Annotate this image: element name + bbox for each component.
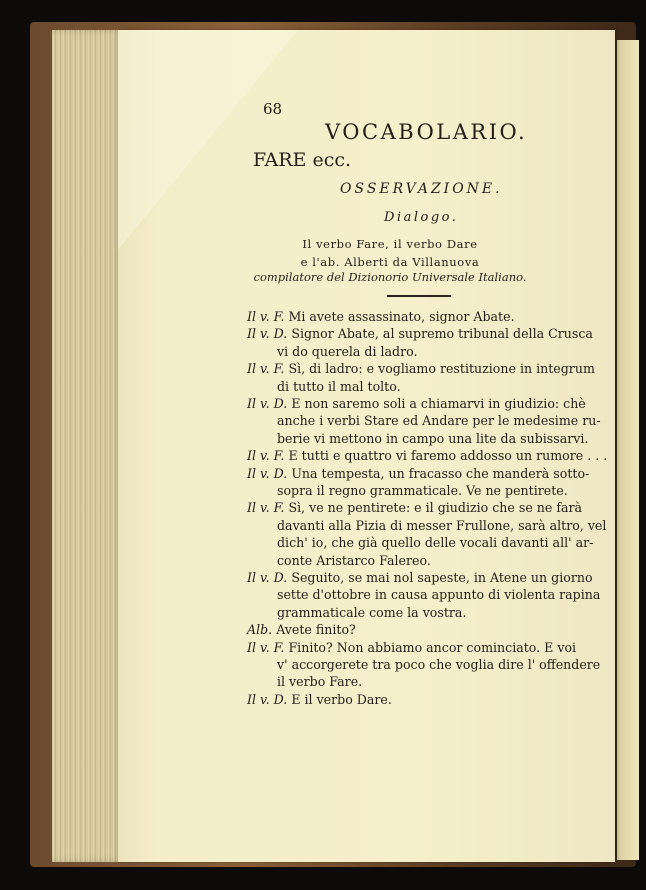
speaker-label: Il v. F.: [247, 309, 285, 324]
speaker-label: Il v. F.: [247, 500, 285, 516]
dialogue-line: [247, 640, 589, 655]
dialogue-text-span: E tutti e quattro vi faremo addosso un rumore . . .: [288, 448, 608, 464]
dialogue-line: [277, 379, 589, 394]
speaker-label: Il v. D.: [247, 570, 288, 585]
speaker-label: Alb.: [247, 622, 273, 638]
dialogue-line: [277, 657, 601, 672]
dialogue-text-span: E non saremo soli a chiamarvi in giudizio: chè: [291, 396, 586, 411]
dialogue-line: [247, 570, 593, 585]
speaker-label: Il v. D.: [247, 465, 288, 481]
dialogue-line: [247, 396, 589, 411]
dialogue-line: [247, 466, 589, 481]
dialogue-text-span: davanti alla Pizia di messer Frullone, sarà altro, vel: [277, 517, 607, 533]
dialogue-line: [247, 309, 589, 324]
dialogue-text-span: sette d'ottobre in causa appunto di violenta rapina: [277, 587, 601, 603]
dialogue-text-span: E il verbo Dare.: [291, 691, 392, 707]
dialogue-text-span: v' accorgerete tra poco che voglia dire l' offendere: [277, 657, 601, 672]
dialogue-text-span: dich' io, che già quello delle vocali davanti all' ar-: [277, 535, 594, 551]
page-edges: [52, 30, 124, 862]
speaker-label: Il v. F.: [247, 448, 285, 464]
dialogue-line: [277, 413, 601, 429]
section-title: OSSERVAZIONE.: [340, 181, 503, 197]
dialogue-line: [277, 483, 589, 498]
dialogue-text-span: di tutto il mal tolto.: [277, 378, 401, 394]
dialogue-line: [247, 361, 595, 377]
page-fold-mark: [118, 30, 298, 250]
dialogue-line: [277, 605, 589, 620]
dialogue-text-span: Mi avete assassinato, signor Abate.: [288, 309, 515, 324]
dialogue-line: [277, 535, 594, 551]
intro-line: compilatore del Dizionorio Universale Italiano.: [253, 270, 527, 284]
dialogue-text-span: berie vi mettono in campo una lite da subissarvi.: [277, 430, 589, 446]
dialogue-line: [277, 517, 607, 533]
dialogue-line: [247, 448, 608, 464]
dialogue-text-span: vi do querela di ladro.: [277, 343, 418, 359]
dialogue-text-span: Finito? Non abbiamo ancor cominciato. E voi: [288, 639, 577, 655]
dialogue-text-span: il verbo Fare.: [277, 674, 363, 690]
dialogue-text-span: grammaticale come la vostra.: [277, 604, 467, 620]
speaker-label: Il v. D.: [247, 326, 288, 342]
entry-heading: FARE ecc.: [253, 149, 352, 171]
divider-rule: [387, 295, 451, 297]
speaker-label: Il v. D.: [247, 691, 288, 707]
intro-line: Il verbo Fare, il verbo Dare: [302, 237, 478, 251]
dialogue-line: [277, 344, 589, 359]
dialogue-line: [247, 622, 589, 637]
intro-line: e l'ab. Alberti da Villanuova: [300, 255, 480, 269]
dialogue-text-span: Sì, ve ne pentirete: e il giudizio che se ne farà: [288, 500, 583, 516]
dialogue-line: [247, 326, 593, 342]
dialogue-text-span: Sì, di ladro: e vogliamo restituzione in integrum: [288, 361, 595, 377]
page-number: 68: [263, 100, 283, 118]
dialogue-text-span: anche i verbi Stare ed Andare per le medesime ru-: [277, 413, 601, 429]
speaker-label: Il v. D.: [247, 396, 288, 411]
facing-page-edge: [617, 40, 639, 860]
dialogue-line: [277, 431, 589, 446]
dialogue-line: [277, 553, 589, 568]
dialogue-text-span: Seguito, se mai nol sapeste, in Atene un giorno: [291, 570, 593, 585]
dialogue-text-span: Avete finito?: [276, 622, 356, 638]
dialogue-line: [247, 692, 589, 707]
dialogue-line: [277, 674, 589, 689]
dialogue-text-span: conte Aristarco Falereo.: [277, 552, 431, 568]
dialogue-line: [247, 500, 589, 515]
dialogue-text-span: Signor Abate, al supremo tribunal della Crusca: [291, 326, 593, 342]
dialogue-line: [277, 587, 601, 603]
section-subtitle: Dialogo.: [384, 210, 459, 225]
speaker-label: Il v. F.: [247, 639, 285, 655]
dialogue-text-span: Una tempesta, un fracasso che manderà sotto-: [291, 465, 590, 481]
dialogue-text-span: sopra il regno grammaticale. Ve ne pentirete.: [277, 483, 568, 498]
running-title: VOCABOLARIO.: [325, 120, 528, 144]
speaker-label: Il v. F.: [247, 361, 285, 377]
